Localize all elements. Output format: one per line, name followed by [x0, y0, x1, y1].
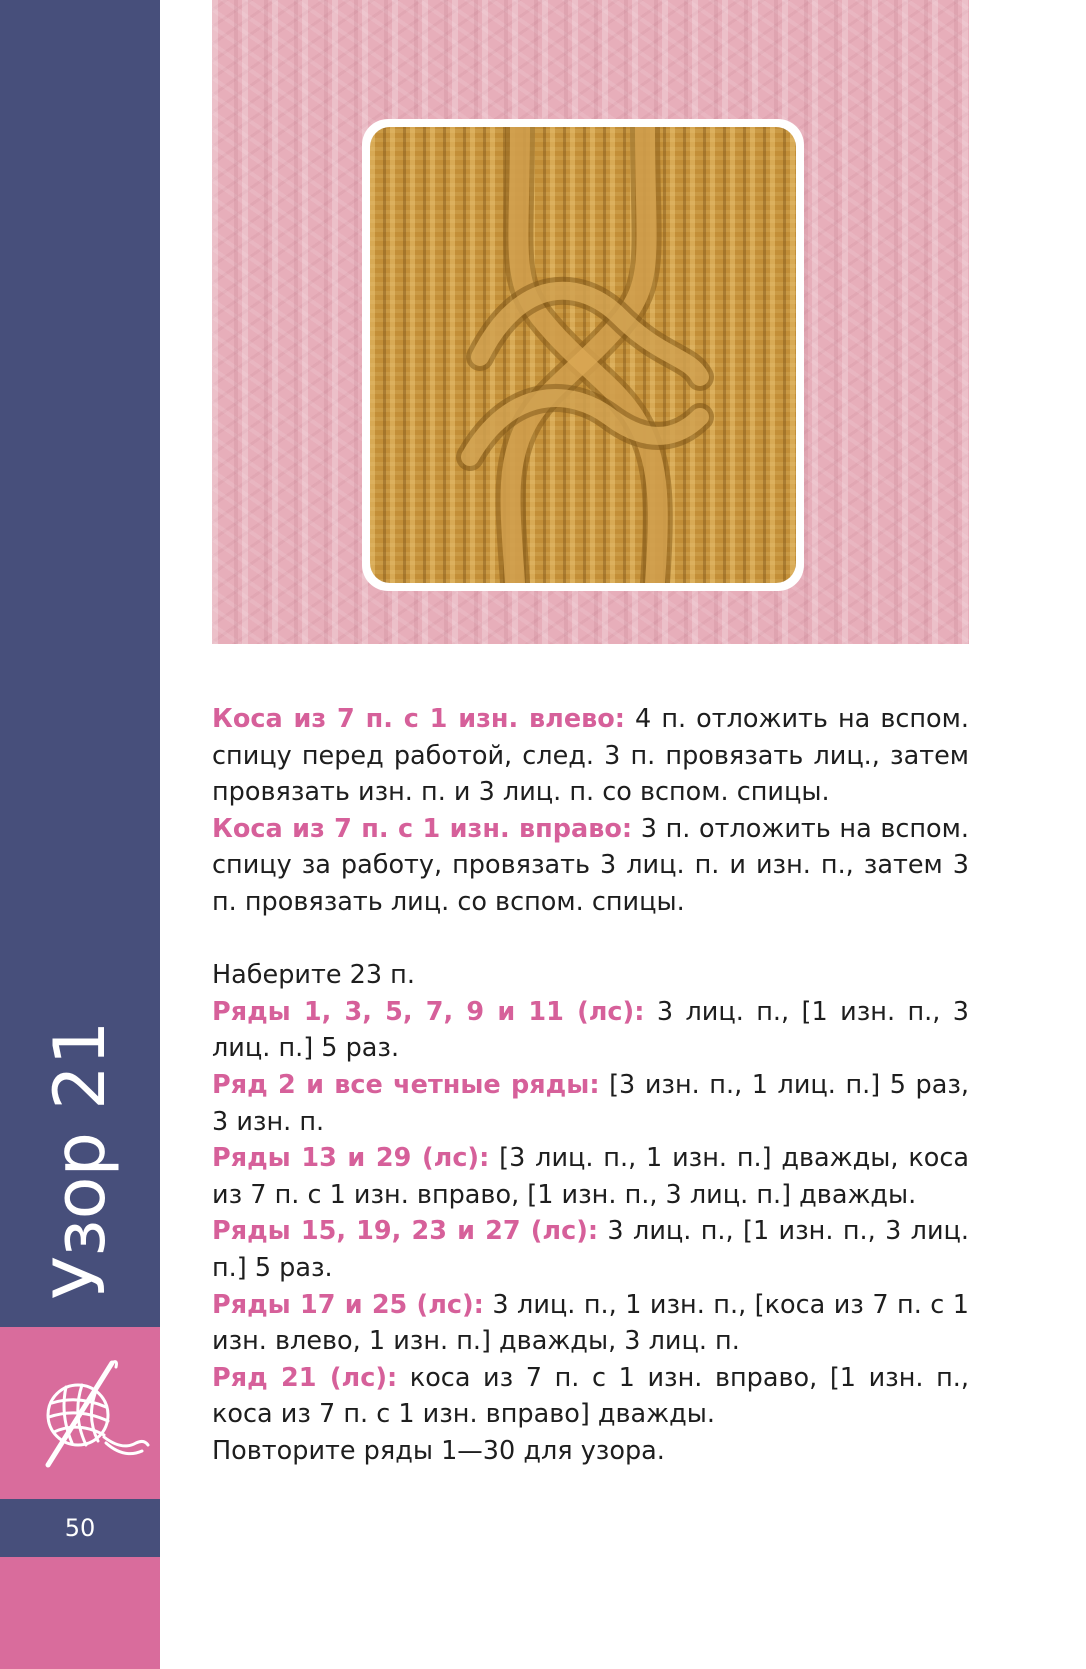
row-text: [3 лиц. п., 1 изн. п.] дважды, коса из 7 п. с 1 изн. вправо, [1 изн. п., 3 лиц. п.] дважды. — [212, 1143, 970, 1210]
row-instruction — [212, 1067, 969, 1140]
row-text: коса из 7 п. с 1 изн. вправо, [1 изн. п., коса из 7 п. с 1 изн. вправо] дважды. — [212, 1362, 969, 1430]
row-label: Ряды 17 и 25 (лс): — [212, 1289, 484, 1320]
paragraph-gap — [212, 921, 969, 958]
swatch-photo-frame — [362, 119, 804, 591]
yarn-ball-with-hook-icon — [32, 1355, 150, 1473]
row-instruction — [212, 1360, 969, 1433]
row-label: Ряд 21 (лс): — [212, 1362, 398, 1393]
abbreviation-label: Коса из 7 п. с 1 изн. влево: — [212, 704, 625, 734]
row-instruction — [212, 1287, 969, 1360]
cast-on: Наберите 23 п. — [212, 960, 415, 991]
abbreviation-right-cable — [212, 811, 969, 921]
page-number-band — [0, 1499, 160, 1557]
sidebar-navy-band — [0, 0, 160, 1327]
cable-swatch-photo — [370, 127, 796, 583]
repeat-instruction: Повторите ряды 1—30 для узора. — [212, 1435, 665, 1466]
row-instruction — [212, 1140, 969, 1213]
row-text: 3 лиц. п., 1 изн. п., [коса из 7 п. с 1 изн. влево, 1 изн. п.] дважды, 3 лиц. п. — [212, 1289, 970, 1357]
pattern-instructions — [212, 701, 969, 1469]
row-label: Ряд 2 и все четные ряды: — [212, 1069, 600, 1100]
abbreviation-text: 3 п. отложить на вспом. спицу за работу, провязать 3 лиц. п. и изн. п., затем 3 п. провязать лиц. со вспом. спицы. — [212, 813, 969, 917]
row-label: Ряды 15, 19, 23 и 27 (лс): — [212, 1216, 599, 1247]
row-text: 3 лиц. п., [1 изн. п., 3 лиц. п.] 5 раз. — [212, 996, 970, 1064]
row-text: [3 изн. п., 1 лиц. п.] 5 раз, 3 изн. п. — [212, 1069, 970, 1137]
row-text: 3 лиц. п., [1 изн. п., 3 лиц. п.] 5 раз. — [212, 1216, 969, 1283]
row-label: Ряды 13 и 29 (лс): — [212, 1143, 490, 1174]
row-instruction — [212, 994, 969, 1067]
row-label: Ряды 1, 3, 5, 7, 9 и 11 (лс): — [212, 996, 645, 1027]
abbreviation-left-cable — [212, 701, 969, 811]
sidebar — [0, 0, 160, 1669]
abbreviation-label: Коса из 7 п. с 1 изн. вправо: — [212, 813, 633, 844]
section-title: Узор 21 — [39, 1020, 121, 1300]
page-number: 50 — [64, 1514, 96, 1542]
row-instruction — [212, 1213, 969, 1286]
sidebar-bottom-band — [0, 1557, 160, 1669]
cable-braid-illustration — [370, 127, 796, 583]
abbreviation-text: 4 п. отложить на вспом. спицу перед работой, след. 3 п. провязать лиц., затем провязать изн. п. и 3 лиц. п. со вспом. спицы. — [212, 704, 970, 808]
sidebar-icon-band — [0, 1327, 160, 1499]
